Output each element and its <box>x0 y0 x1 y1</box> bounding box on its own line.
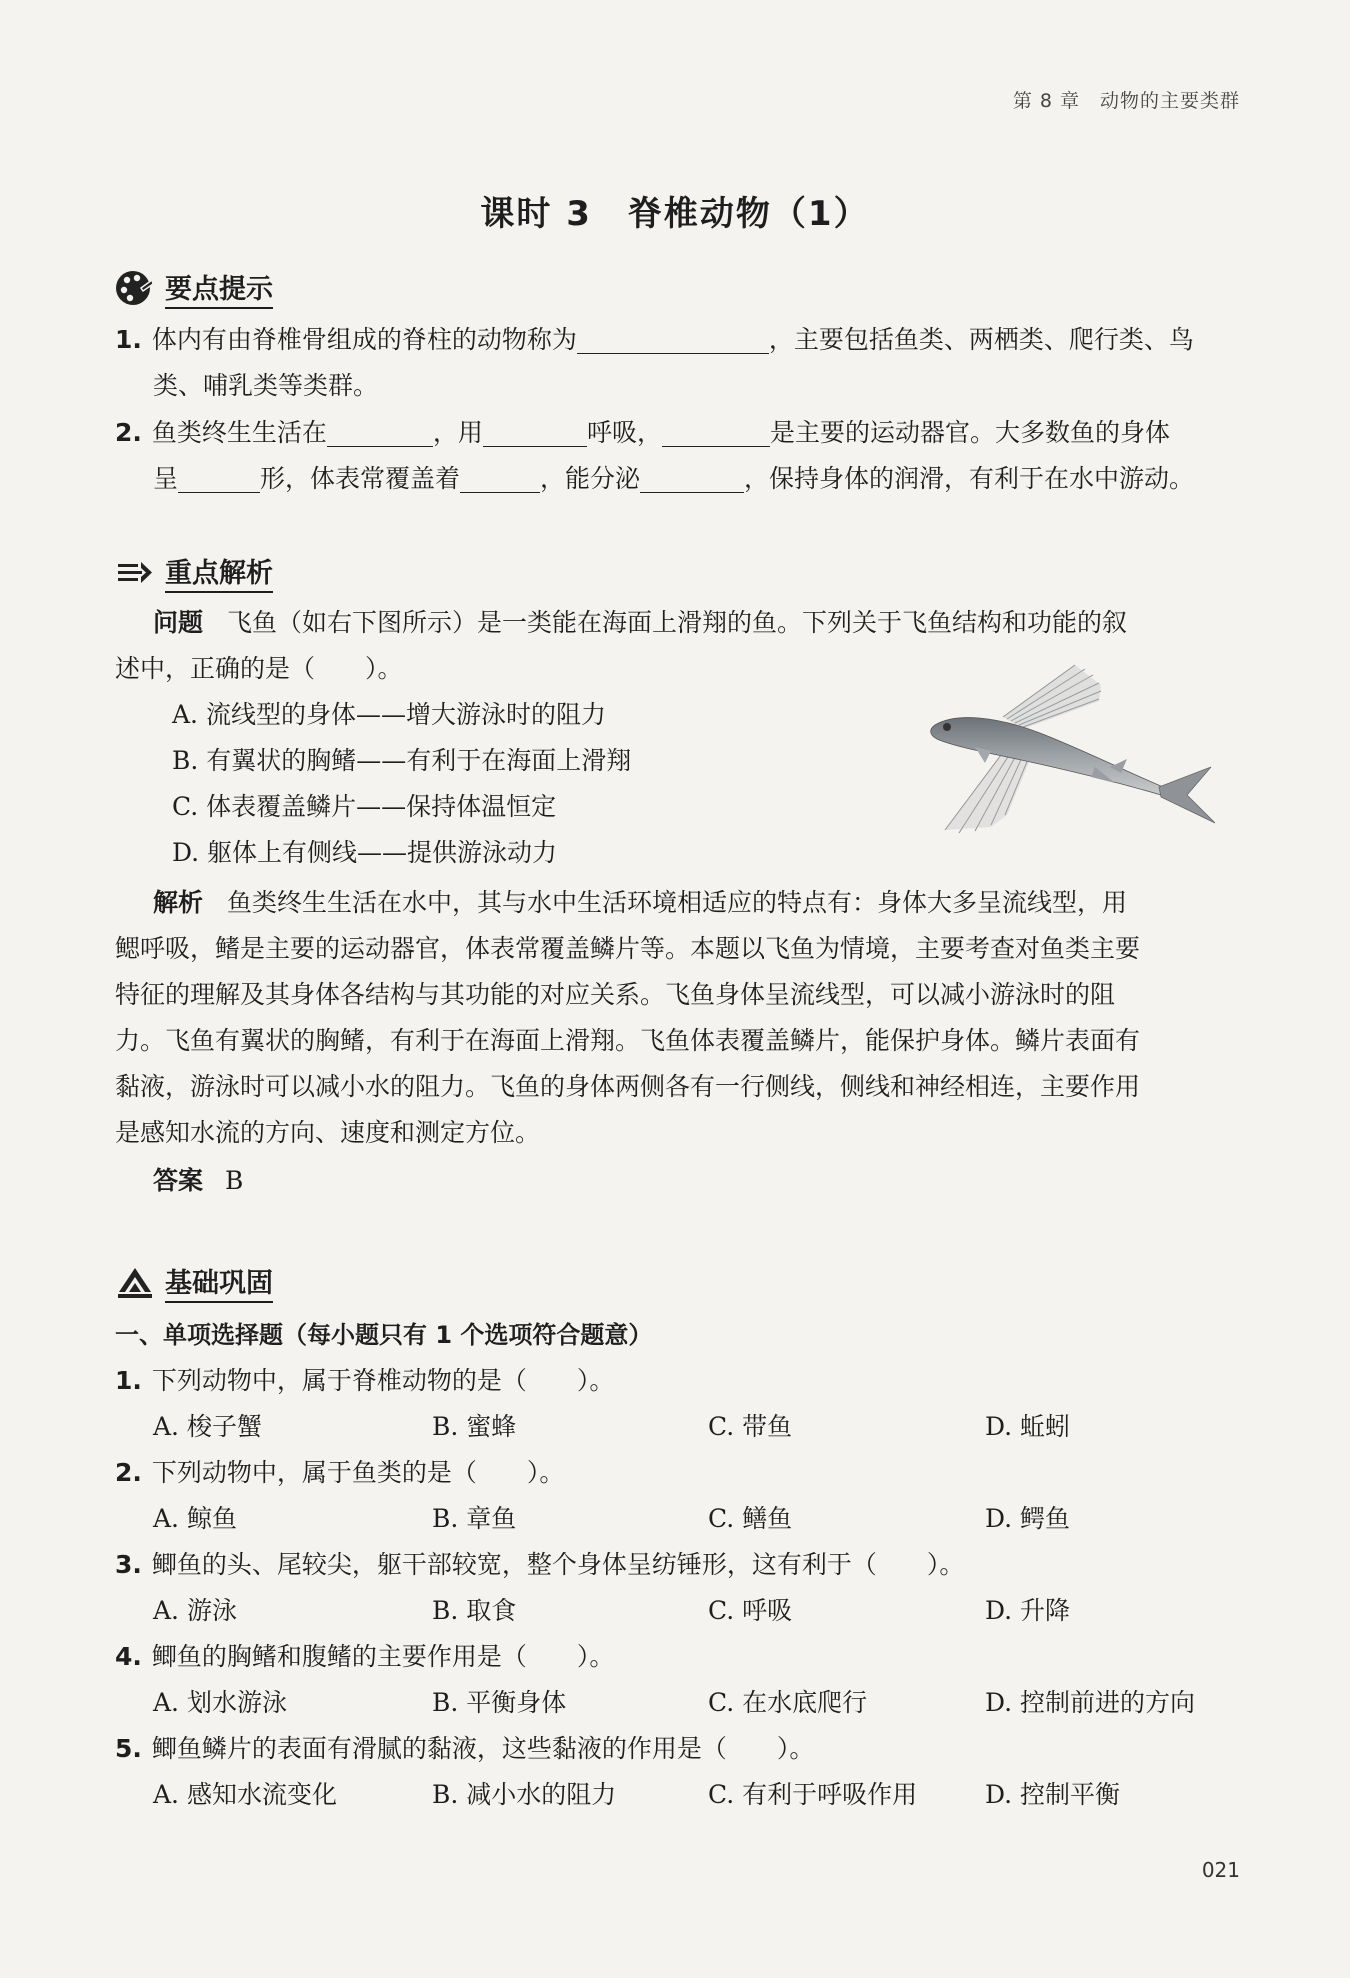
lesson-title: 课时 3 脊椎动物（1） <box>480 194 870 234</box>
running-header: 第 8 章 动物的主要类群 <box>1012 90 1240 112</box>
section-label: 要点提示 <box>165 267 273 309</box>
analysis-line-4: 力。飞鱼有翼状的胸鳍，有利于在海面上滑翔。飞鱼体表覆盖鳞片，能保护身体。鳞片表面有 <box>115 1026 1141 1055</box>
section-key-points-heading <box>115 268 273 308</box>
choice-d[interactable]: D. 控制平衡 <box>985 1780 1121 1809</box>
choice-row-5 <box>153 1772 1240 1818</box>
key-point-1: 1. 体内有由脊椎骨组成的脊柱的动物称为 ，主要包括鱼类、两栖类、爬行类、鸟 <box>115 325 1194 354</box>
answer-value: B <box>225 1166 244 1195</box>
item-number: 5. <box>115 1734 142 1763</box>
section-label: 基础巩固 <box>165 1261 273 1303</box>
analysis-label: 解析 <box>153 888 204 917</box>
choice-b[interactable]: B. 蜜蜂 <box>432 1412 517 1441</box>
option-c[interactable]: C. 体表覆盖鳞片——保持体温恒定 <box>172 792 557 821</box>
choice-a[interactable]: A. 划水游泳 <box>153 1688 287 1717</box>
choice-c[interactable]: C. 有利于呼吸作用 <box>708 1780 918 1809</box>
choice-c[interactable]: C. 带鱼 <box>708 1412 793 1441</box>
key-point-2: 2. 鱼类终生生活在 ，用 呼吸， 是主要的运动器官。大多数鱼的身体 <box>115 418 1170 447</box>
item-number: 2. <box>115 418 142 447</box>
flying-fish-illustration <box>915 655 1215 840</box>
choice-d[interactable]: D. 蚯蚓 <box>985 1412 1071 1441</box>
palette-icon <box>115 268 155 308</box>
question-line-2: 述中，正确的是（ ）。 <box>115 654 403 683</box>
choice-question-2: 2. 下列动物中，属于鱼类的是（ ）。 <box>115 1458 565 1487</box>
choice-a[interactable]: A. 感知水流变化 <box>153 1780 337 1809</box>
choice-question-3: 3. 鲫鱼的头、尾较尖，躯干部较宽，整个身体呈纺锤形，这有利于（ ）。 <box>115 1550 965 1579</box>
item-number: 1. <box>115 325 142 354</box>
option-d[interactable]: D. 躯体上有侧线——提供游泳动力 <box>172 838 558 867</box>
single-choice-subheading: 一、单项选择题（每小题只有 1 个选项符合题意） <box>115 1321 653 1349</box>
choice-a[interactable]: A. 梭子蟹 <box>153 1412 262 1441</box>
section-basics-heading <box>115 1262 273 1302</box>
lines-arrow-icon <box>115 552 155 592</box>
fill-blank[interactable] <box>640 462 744 493</box>
item-number: 1. <box>115 1366 142 1395</box>
choice-b[interactable]: B. 取食 <box>432 1596 517 1625</box>
question-line-1: 问题 飞鱼（如右下图所示）是一类能在海面上滑翔的鱼。下列关于飞鱼结构和功能的叙 <box>153 608 1128 637</box>
stacked-triangles-icon <box>115 1262 155 1302</box>
analysis-line-1: 解析 鱼类终生生活在水中，其与水中生活环境相适应的特点有：身体大多呈流线型，用 <box>153 888 1128 917</box>
choice-d[interactable]: D. 鳄鱼 <box>985 1504 1071 1533</box>
choice-question-5: 5. 鲫鱼鳞片的表面有滑腻的黏液，这些黏液的作用是（ ）。 <box>115 1734 815 1763</box>
item-number: 2. <box>115 1458 142 1487</box>
choice-c[interactable]: C. 鳝鱼 <box>708 1504 793 1533</box>
fill-blank[interactable] <box>483 416 587 447</box>
choice-question-4: 4. 鲫鱼的胸鳍和腹鳍的主要作用是（ ）。 <box>115 1642 615 1671</box>
choice-b[interactable]: B. 章鱼 <box>432 1504 517 1533</box>
key-point-2-cont: 呈 形，体表常覆盖着 ，能分泌 ，保持身体的润滑，有利于在水中游动。 <box>153 464 1195 493</box>
choice-c[interactable]: C. 呼吸 <box>708 1596 793 1625</box>
choice-row-1 <box>153 1404 1240 1450</box>
item-number: 3. <box>115 1550 142 1579</box>
choice-b[interactable]: B. 平衡身体 <box>432 1688 567 1717</box>
fill-blank[interactable] <box>662 416 770 447</box>
choice-row-4 <box>153 1680 1240 1726</box>
choice-b[interactable]: B. 减小水的阻力 <box>432 1780 617 1809</box>
page-number: 021 <box>1201 1858 1240 1882</box>
choice-c[interactable]: C. 在水底爬行 <box>708 1688 868 1717</box>
analysis-line-2: 鳃呼吸，鳍是主要的运动器官，体表常覆盖鳞片等。本题以飞鱼为情境，主要考查对鱼类主要 <box>115 934 1141 963</box>
fill-blank[interactable] <box>327 416 433 447</box>
analysis-line-3: 特征的理解及其身体各结构与其功能的对应关系。飞鱼身体呈流线型，可以减小游泳时的阻 <box>115 980 1116 1009</box>
choice-d[interactable]: D. 升降 <box>985 1596 1071 1625</box>
answer-line <box>153 1158 1240 1204</box>
choice-d[interactable]: D. 控制前进的方向 <box>985 1688 1196 1717</box>
fill-blank[interactable] <box>460 462 540 493</box>
option-a[interactable]: A. 流线型的身体——增大游泳时的阻力 <box>172 700 606 729</box>
choice-row-3 <box>153 1588 1240 1634</box>
choice-a[interactable]: A. 鲸鱼 <box>153 1504 237 1533</box>
key-point-1-cont: 类、哺乳类等类群。 <box>153 371 379 400</box>
fill-blank[interactable] <box>178 462 260 493</box>
analysis-line-6: 是感知水流的方向、速度和测定方位。 <box>115 1118 541 1147</box>
question-label: 问题 <box>153 608 204 637</box>
option-b[interactable]: B. 有翼状的胸鳍——有利于在海面上滑翔 <box>172 746 632 775</box>
section-analysis-heading <box>115 552 273 592</box>
choice-row-2 <box>153 1496 1240 1542</box>
choice-a[interactable]: A. 游泳 <box>153 1596 237 1625</box>
choice-question-1: 1. 下列动物中，属于脊椎动物的是（ ）。 <box>115 1366 615 1395</box>
item-number: 4. <box>115 1642 142 1671</box>
analysis-line-5: 黏液，游泳时可以减小水的阻力。飞鱼的身体两侧各有一行侧线，侧线和神经相连，主要作用 <box>115 1072 1141 1101</box>
answer-label: 答案 <box>153 1166 204 1195</box>
fill-blank[interactable] <box>577 323 769 354</box>
section-label: 重点解析 <box>165 551 273 593</box>
